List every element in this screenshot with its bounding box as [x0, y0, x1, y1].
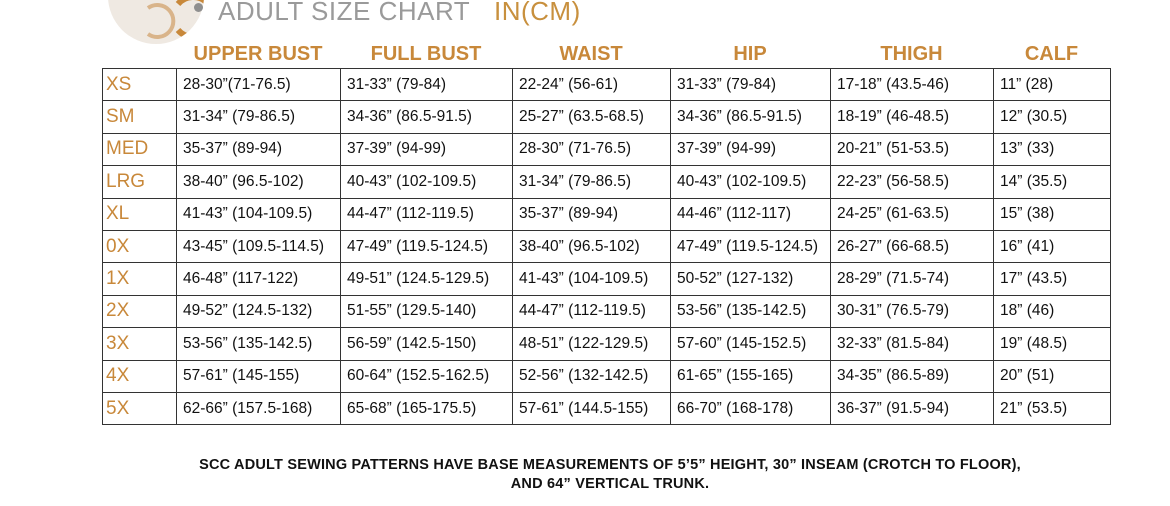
- measurement-cell: 44-47” (112-119.5): [341, 198, 513, 230]
- measurement-cell: 32-33” (81.5-84): [831, 328, 994, 360]
- measurement-cell: 52-56” (132-142.5): [513, 360, 671, 392]
- measurement-cell: 57-61” (144.5-155): [513, 392, 671, 424]
- column-header-waist: WAIST: [559, 43, 623, 65]
- size-label-cell: XL: [103, 198, 177, 230]
- measurement-cell: 19” (48.5): [994, 328, 1111, 360]
- measurement-cell: 43-45” (109.5-114.5): [177, 230, 341, 262]
- size-chart-table: [102, 68, 1111, 425]
- measurement-cell: 16” (41): [994, 230, 1111, 262]
- column-headers: [102, 42, 1110, 66]
- measurement-cell: 41-43” (104-109.5): [177, 198, 341, 230]
- measurement-cell: 40-43” (102-109.5): [671, 166, 831, 198]
- measurement-cell: 57-61” (145-155): [177, 360, 341, 392]
- measurement-cell: 50-52” (127-132): [671, 263, 831, 295]
- measurement-cell: 25-27” (63.5-68.5): [513, 101, 671, 133]
- measurement-cell: 57-60” (145-152.5): [671, 328, 831, 360]
- column-header-full-bust: FULL BUST: [370, 43, 482, 65]
- page-title: ADULT SIZE CHART: [218, 0, 471, 26]
- measurement-cell: 18-19” (46-48.5): [831, 101, 994, 133]
- measurement-cell: 49-52” (124.5-132): [177, 295, 341, 327]
- measurement-cell: 62-66” (157.5-168): [177, 392, 341, 424]
- size-label-cell: MED: [103, 133, 177, 165]
- measurement-cell: 47-49” (119.5-124.5): [341, 230, 513, 262]
- measurement-cell: 61-65” (155-165): [671, 360, 831, 392]
- table-row: [103, 230, 1111, 262]
- measurement-cell: 51-55” (129.5-140): [341, 295, 513, 327]
- measurement-cell: 65-68” (165-175.5): [341, 392, 513, 424]
- measurement-cell: 18” (46): [994, 295, 1111, 327]
- measurement-cell: 36-37” (91.5-94): [831, 392, 994, 424]
- measurement-cell: 47-49” (119.5-124.5): [671, 230, 831, 262]
- measurement-cell: 56-59” (142.5-150): [341, 328, 513, 360]
- measurement-cell: 24-25” (61-63.5): [831, 198, 994, 230]
- footer-line-1: SCC ADULT SEWING PATTERNS HAVE BASE MEASUREMENTS OF 5’5” HEIGHT, 30” INSEAM (CROTCH TO FLOOR),: [199, 457, 1021, 473]
- size-label-cell: 3X: [103, 328, 177, 360]
- measurement-cell: 31-33” (79-84): [671, 69, 831, 101]
- size-label-cell: LRG: [103, 166, 177, 198]
- measurement-cell: 20-21” (51-53.5): [831, 133, 994, 165]
- table-row: [103, 69, 1111, 101]
- measurement-cell: 60-64” (152.5-162.5): [341, 360, 513, 392]
- measurement-cell: 21” (53.5): [994, 392, 1111, 424]
- table-row: [103, 295, 1111, 327]
- measurement-cell: 44-46” (112-117): [671, 198, 831, 230]
- measurement-cell: 66-70” (168-178): [671, 392, 831, 424]
- table-row: [103, 133, 1111, 165]
- measurement-cell: 37-39” (94-99): [341, 133, 513, 165]
- measurement-cell: 28-30” (71-76.5): [513, 133, 671, 165]
- measurement-cell: 11” (28): [994, 69, 1111, 101]
- measurement-cell: 15” (38): [994, 198, 1111, 230]
- column-header-thigh: THIGH: [880, 43, 943, 65]
- size-label-cell: SM: [103, 101, 177, 133]
- measurement-cell: 34-36” (86.5-91.5): [671, 101, 831, 133]
- measurement-cell: 41-43” (104-109.5): [513, 263, 671, 295]
- measurement-cell: 17” (43.5): [994, 263, 1111, 295]
- measurement-cell: 13” (33): [994, 133, 1111, 165]
- measurement-cell: 17-18” (43.5-46): [831, 69, 994, 101]
- measurement-cell: 28-29” (71.5-74): [831, 263, 994, 295]
- table-row: [103, 328, 1111, 360]
- measurement-cell: 48-51” (122-129.5): [513, 328, 671, 360]
- column-header-upper-bust: UPPER BUST: [193, 43, 323, 65]
- size-label-cell: 4X: [103, 360, 177, 392]
- measurement-cell: 20” (51): [994, 360, 1111, 392]
- column-header-hip: HIP: [733, 43, 767, 65]
- column-header-calf: CALF: [1024, 43, 1079, 65]
- measurement-cell: 28-30”(71-76.5): [177, 69, 341, 101]
- measurement-cell: 34-36” (86.5-91.5): [341, 101, 513, 133]
- measurement-cell: 34-35” (86.5-89): [831, 360, 994, 392]
- footer-line-2: AND 64” VERTICAL TRUNK.: [510, 476, 710, 492]
- size-chart-body: [103, 69, 1111, 425]
- table-row: [103, 263, 1111, 295]
- size-label-cell: XS: [103, 69, 177, 101]
- measurement-cell: 12” (30.5): [994, 101, 1111, 133]
- measurement-cell: 53-56” (135-142.5): [177, 328, 341, 360]
- brand-logo-mark: [108, 0, 204, 44]
- unit-label: IN(CM): [494, 0, 581, 26]
- size-label-cell: 1X: [103, 263, 177, 295]
- size-column-spacer: [102, 42, 176, 66]
- table-row: [103, 198, 1111, 230]
- table-row: [103, 392, 1111, 424]
- table-row: [103, 101, 1111, 133]
- measurement-cell: 49-51” (124.5-129.5): [341, 263, 513, 295]
- title-bullet-icon: [194, 3, 203, 12]
- measurement-cell: 40-43” (102-109.5): [341, 166, 513, 198]
- measurement-cell: 46-48” (117-122): [177, 263, 341, 295]
- measurement-cell: 30-31” (76.5-79): [831, 295, 994, 327]
- measurement-cell: 22-24” (56-61): [513, 69, 671, 101]
- measurement-cell: 31-34” (79-86.5): [177, 101, 341, 133]
- brand-logo: [108, 0, 204, 44]
- measurement-cell: 31-33” (79-84): [341, 69, 513, 101]
- size-label-cell: 2X: [103, 295, 177, 327]
- measurement-cell: 35-37” (89-94): [513, 198, 671, 230]
- measurement-cell: 26-27” (66-68.5): [831, 230, 994, 262]
- measurement-cell: 53-56” (135-142.5): [671, 295, 831, 327]
- footer-note: [0, 456, 1170, 494]
- size-label-cell: 5X: [103, 392, 177, 424]
- measurement-cell: 37-39” (94-99): [671, 133, 831, 165]
- measurement-cell: 38-40” (96.5-102): [513, 230, 671, 262]
- measurement-cell: 14” (35.5): [994, 166, 1111, 198]
- table-row: [103, 166, 1111, 198]
- measurement-cell: 44-47” (112-119.5): [513, 295, 671, 327]
- table-row: [103, 360, 1111, 392]
- measurement-cell: 35-37” (89-94): [177, 133, 341, 165]
- size-label-cell: 0X: [103, 230, 177, 262]
- measurement-cell: 31-34” (79-86.5): [513, 166, 671, 198]
- measurement-cell: 38-40” (96.5-102): [177, 166, 341, 198]
- measurement-cell: 22-23” (56-58.5): [831, 166, 994, 198]
